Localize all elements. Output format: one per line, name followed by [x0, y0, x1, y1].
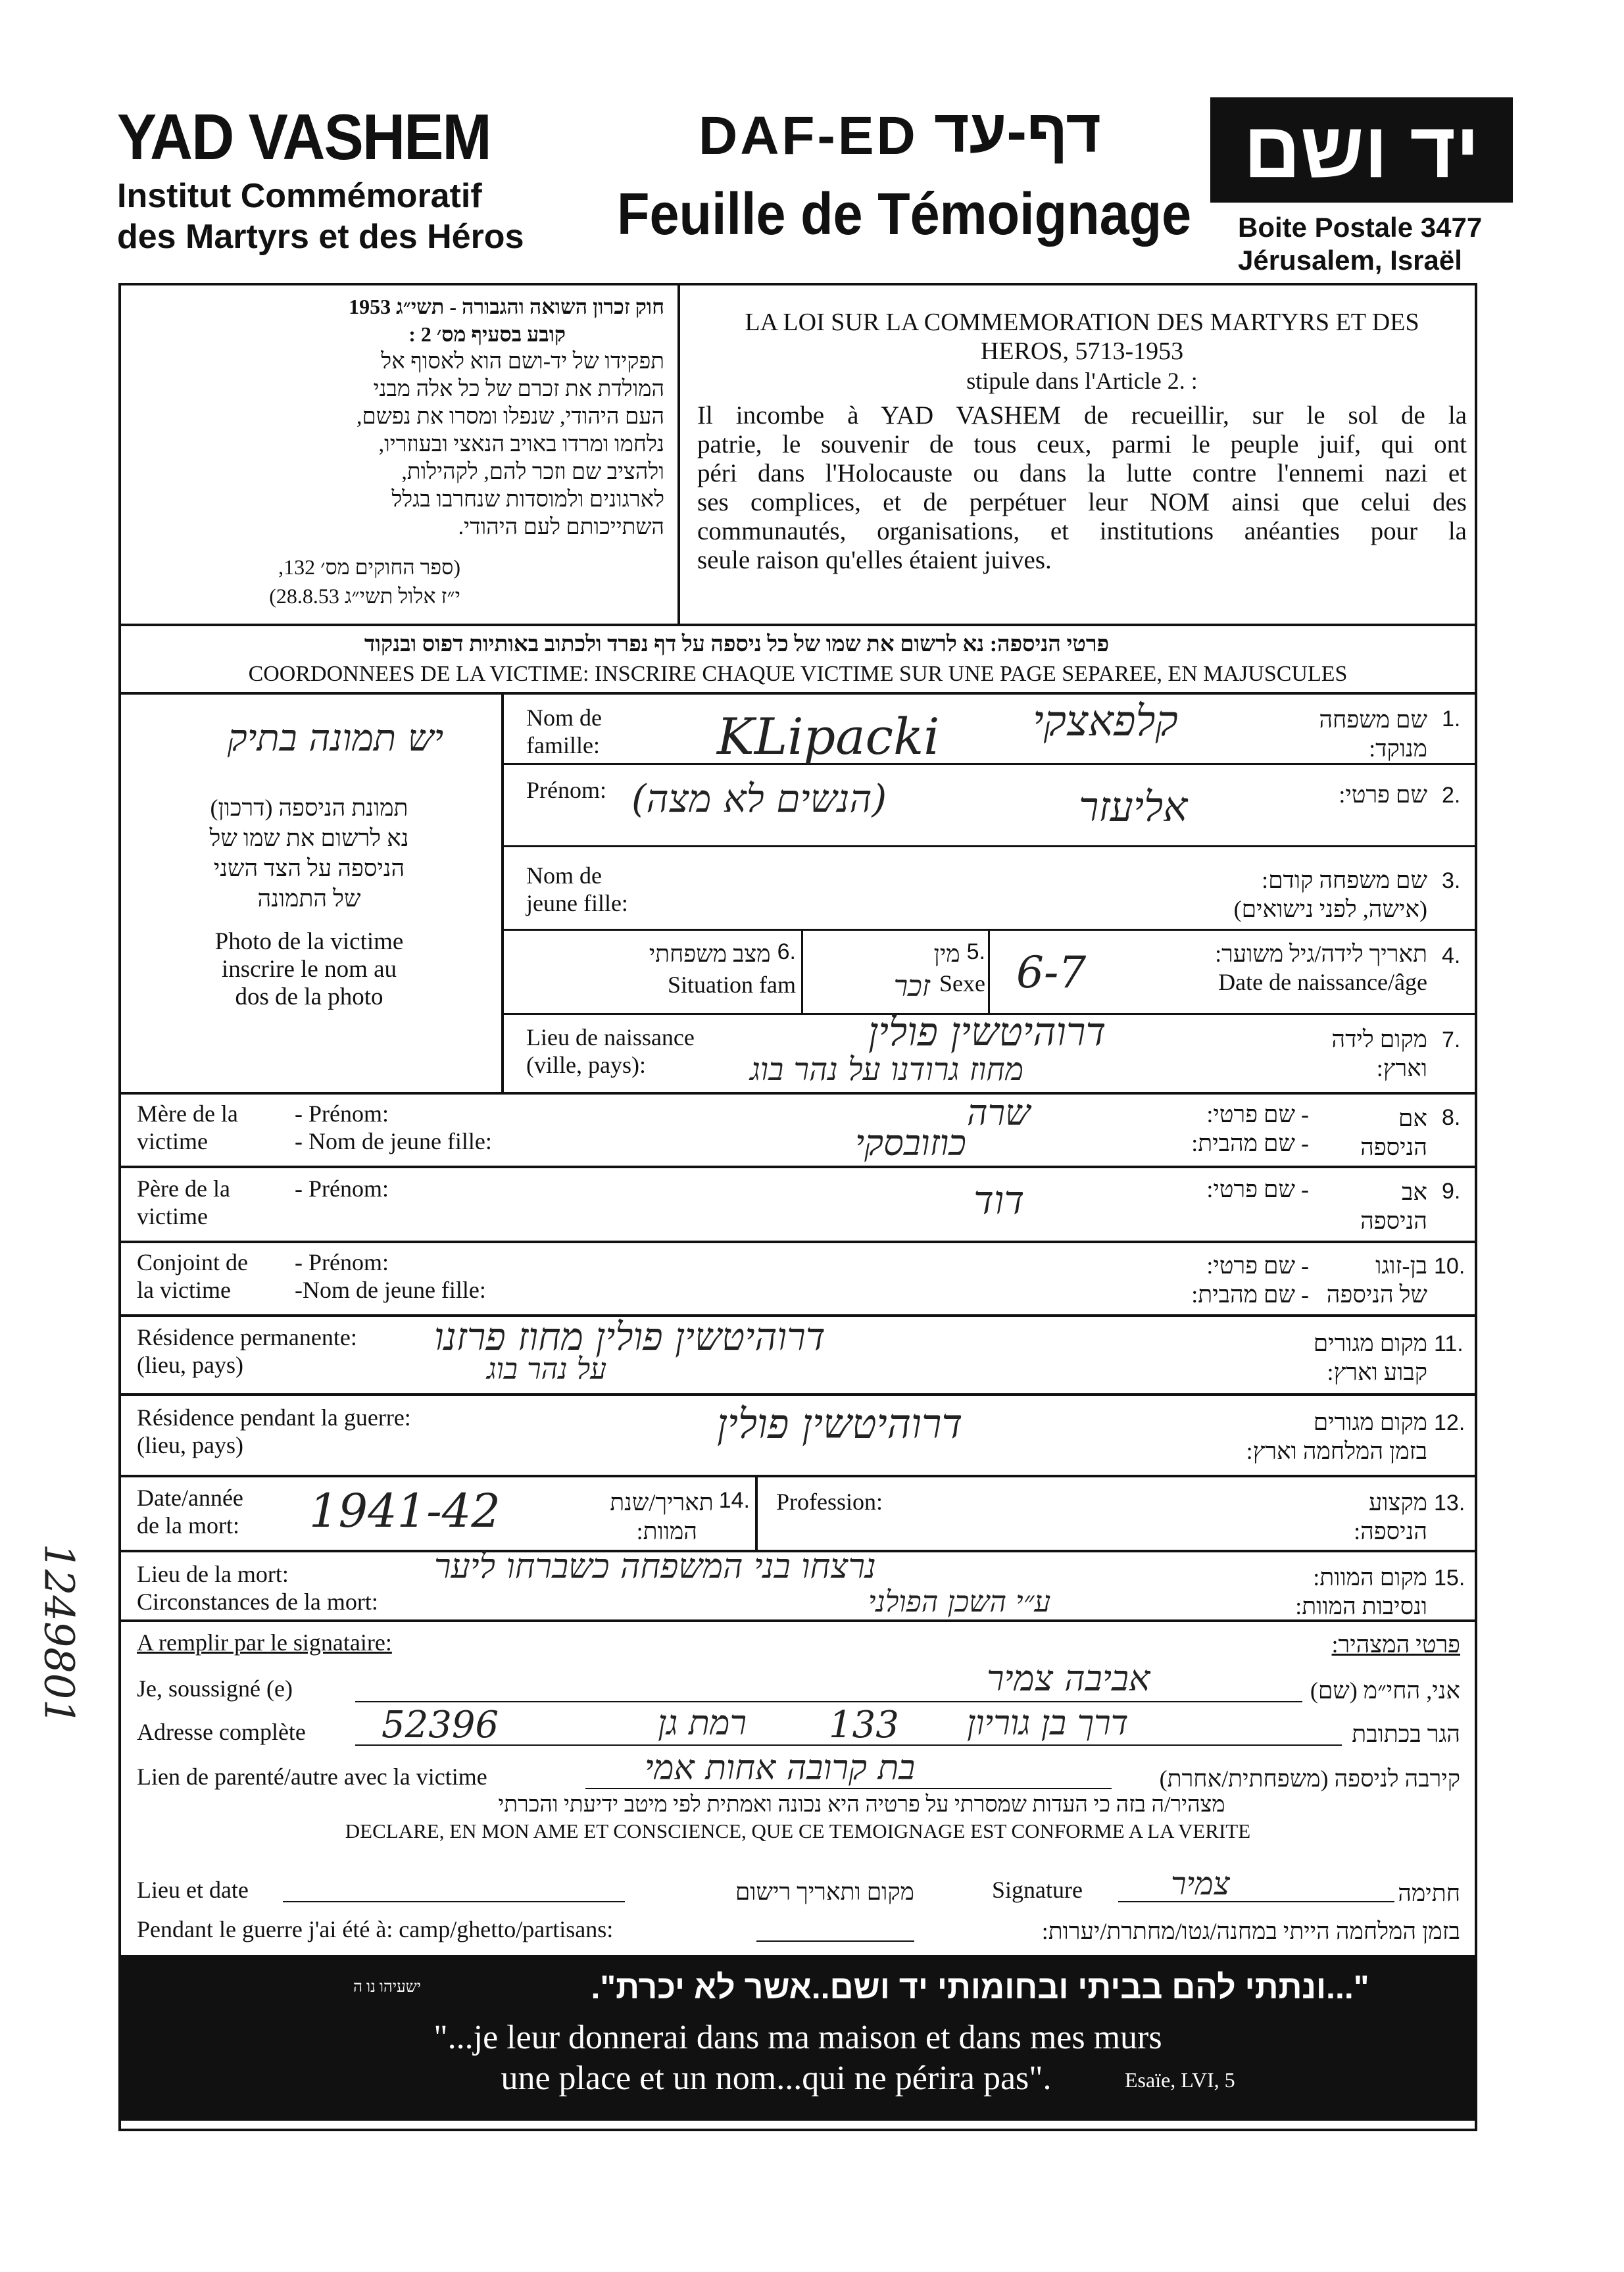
- law-hebrew-block: [132, 293, 664, 541]
- f9-number: 9.: [1442, 1179, 1461, 1204]
- f10-label-he: [1309, 1251, 1427, 1309]
- f1-number: 1.: [1442, 706, 1461, 731]
- photo-he-line: הניספה על הצד השני: [213, 855, 405, 881]
- f5-value: זכר: [893, 970, 931, 1003]
- photo-he-line: של התמונה: [257, 885, 361, 912]
- f5-f4-divider: [988, 929, 990, 1013]
- form-title: Feuille de Témoignage: [617, 182, 1192, 247]
- signatory-title-he: פרטי המצהיר:: [1331, 1631, 1460, 1658]
- lien-label-fr: Lien de parenté/autre avec la victime: [137, 1764, 487, 1790]
- f14-fr-1: Date/année: [137, 1485, 243, 1511]
- f9-sub-he: - שם פרטי:: [1206, 1176, 1309, 1202]
- footer-he-quote: "...ונתתי להם בביתי ובחומותי יד ושם..אשר לא יכרת".: [591, 1969, 1369, 2006]
- lien-value: בת קרובה אחות אמי: [645, 1748, 916, 1788]
- f9-label-fr: [137, 1175, 230, 1230]
- row-line: [118, 1241, 1477, 1243]
- f9-fr-b: victime: [137, 1203, 208, 1229]
- daf-ed-title: DAF-ED: [699, 106, 918, 166]
- f12-he-1: מקום מגורים: [1313, 1409, 1427, 1435]
- f15-he-2: ונסיבות המוות:: [1295, 1593, 1427, 1619]
- f11-fr-2: (lieu, pays): [137, 1352, 243, 1378]
- f3-number: 3.: [1442, 868, 1461, 893]
- sig-underline: [1118, 1901, 1394, 1902]
- f10-label-fr: [137, 1248, 248, 1304]
- f14-label-fr: [137, 1484, 243, 1539]
- f9-value-1: דוד: [973, 1177, 1025, 1223]
- signatory-title-fr: A remplir par le signataire:: [137, 1629, 392, 1656]
- f7-he-2: וארץ:: [1376, 1055, 1427, 1081]
- f9-fr-a: Père de la: [137, 1175, 230, 1202]
- f13-label-he: [1250, 1488, 1427, 1546]
- f11-number: 11.: [1434, 1331, 1464, 1356]
- f12-label-fr: [137, 1404, 411, 1459]
- law-fr-body-line: péri dans l'Holocauste ou dans la lutte contre l'ennemi nazi et: [697, 459, 1467, 487]
- je-label-he: אני, החי״מ (שם): [1310, 1677, 1460, 1704]
- law-fr-body-line: Il incombe à YAD VASHEM de recueillir, sur le sol de la: [697, 401, 1467, 430]
- law-he-line: תפקידו של יד-ושם הוא לאסוף אל: [381, 349, 664, 374]
- law-he-line: השתייכותם לעם היהודי.: [458, 515, 664, 539]
- daf-ed-hebrew: דף-עד: [934, 98, 1101, 165]
- f11-label-fr: [137, 1323, 357, 1379]
- lieu-label-fr: Lieu et date: [137, 1877, 249, 1903]
- f8-number: 8.: [1442, 1105, 1461, 1130]
- photo-fr-line: Photo de la victime: [214, 928, 404, 955]
- f10-fr-a: Conjoint de: [137, 1249, 248, 1275]
- yad-vashem-logo: [1210, 97, 1513, 203]
- f12-value: דרוהיטשין פולין: [717, 1400, 963, 1448]
- f11-value-1: דרוהיטשין פולין מחוז פרזנו: [434, 1314, 825, 1359]
- f7-label-fr: [526, 1024, 695, 1079]
- lieu-underline: [283, 1901, 625, 1902]
- lieu-label-he: מקום ותאריך רישום: [735, 1879, 914, 1905]
- margin-number: 1249801: [35, 1543, 84, 1725]
- law-he-line: העם היהודי, שנפלו ומסרו את נפשם,: [357, 405, 664, 429]
- sig-value: צמיר: [1171, 1865, 1230, 1902]
- org-subtitle-2: des Martyrs et des Héros: [117, 218, 524, 256]
- photo-column-divider: [501, 692, 504, 1092]
- row-line: [503, 845, 1477, 847]
- f10-number: 10.: [1434, 1254, 1465, 1279]
- f8-sub-fr: [295, 1100, 492, 1155]
- f7-label-he: [1250, 1025, 1427, 1083]
- photo-he-line: תמונת הניספה (דרכון): [210, 795, 408, 821]
- f4-value: 6-7: [1016, 947, 1087, 998]
- f8-fr-b: victime: [137, 1128, 208, 1154]
- f10-he-a: בן-זוגו: [1375, 1252, 1427, 1279]
- law-he-ref-1: (ספר החוקים מס׳ 132,: [278, 555, 460, 579]
- f14-he-2: המוות:: [636, 1518, 697, 1544]
- lien-label-he: קירבה לניספה (משפחתית/אחרת): [1159, 1766, 1460, 1792]
- f11-fr-1: Résidence permanente:: [137, 1324, 357, 1350]
- f10-sub-2: -Nom de jeune fille:: [295, 1277, 486, 1303]
- f7-value-2: מחוז גרודנו על נהר בוג: [750, 1051, 1024, 1088]
- f14-number: 14.: [718, 1488, 750, 1513]
- f13-label-fr: Profession:: [776, 1489, 883, 1515]
- law-he-line: ולהציב שם וזכר להם, לקהילות,: [401, 460, 664, 484]
- sig-label-fr: Signature: [992, 1877, 1083, 1903]
- po-box: Boite Postale 3477: [1238, 212, 1483, 243]
- law-he-line: המולדת את זכרם של כל אלה מבני: [373, 377, 664, 401]
- f12-fr-2: (lieu, pays): [137, 1432, 243, 1458]
- photo-fr-line: inscrire le nom au: [221, 956, 397, 983]
- f3-he-2: (אישה, לפני נישואים): [1233, 896, 1427, 922]
- guerre-label-he: בזמן המלחמה הייתי במחנה/גטו/מחתרת/יערות:: [1041, 1918, 1460, 1944]
- photo-he-line: נא לרשום את שמו של: [209, 825, 409, 851]
- f15-number: 15.: [1434, 1566, 1465, 1591]
- f7-value-1: דרוהיטשין פולין: [868, 1009, 1106, 1055]
- f10-sub-1: - Prénom:: [295, 1249, 389, 1275]
- f15-label-he: [1223, 1563, 1427, 1621]
- f11-label-he: [1250, 1329, 1427, 1387]
- f1-value-hebrew: קלפאצקי: [1033, 697, 1178, 746]
- footer-bar: [118, 1955, 1477, 2121]
- f8-label-he: [1316, 1104, 1427, 1162]
- f3-fr-1: Nom de: [526, 862, 602, 889]
- f10-he-sub-2: - שם מהבית:: [1191, 1281, 1309, 1308]
- f2-label-he: שם פרטי:: [1339, 781, 1427, 808]
- footer-fr-line-2: une place et un nom...qui ne périra pas".: [501, 2060, 1052, 2097]
- law-divider: [677, 283, 680, 625]
- footer-he-ref: ישעיהו נו ה: [353, 1979, 421, 1996]
- law-he-line: חוק זכרון השואה והגבורה - תשי״ג 1953: [349, 295, 664, 318]
- f15-fr-1: Lieu de la mort:: [137, 1561, 289, 1587]
- law-he-line: לארגונים ולמוסדות שנחרבו בגלל: [391, 487, 664, 512]
- f1-fr-2: famille:: [526, 732, 600, 758]
- law-fr-title-1: LA LOI SUR LA COMMEMORATION DES MARTYRS ET DES: [745, 309, 1419, 336]
- f6-number: 6.: [777, 939, 796, 964]
- f4-block: [1158, 939, 1427, 996]
- f2-value-hebrew: אליעזר: [1079, 783, 1188, 831]
- addr-label-he: הגר בכתובת: [1352, 1721, 1460, 1747]
- f13-he-1: מקצוע: [1368, 1489, 1427, 1516]
- je-label-fr: Je, soussigné (e): [137, 1675, 293, 1702]
- f14-f13-divider: [755, 1475, 758, 1551]
- f2-number: 2.: [1442, 783, 1461, 808]
- f4-label-fr: Date de naissance/âge: [1218, 969, 1427, 995]
- footer-fr-ref: Esaïe, LVI, 5: [1125, 2068, 1235, 2092]
- f12-number: 12.: [1434, 1410, 1465, 1435]
- f8-he-sub-2: - שם מהבית:: [1191, 1130, 1309, 1156]
- coords-bottom-line: [118, 692, 1477, 695]
- f14-label-he-block: [553, 1488, 750, 1546]
- f5-block: [806, 939, 985, 1003]
- law-he-line: נלחמו ומרדו באויב הנאצי ובעוזריו,: [378, 432, 664, 457]
- law-french-block: [697, 308, 1467, 575]
- f15-value-2: ע״י השכן הפולני: [868, 1585, 1051, 1619]
- f10-sub-fr: [295, 1248, 486, 1304]
- f7-fr-2: (ville, pays):: [526, 1052, 646, 1078]
- f14-value: 1941-42: [309, 1484, 501, 1538]
- f6-label-he: מצב משפחתי: [649, 941, 771, 967]
- f8-sub-he: [1118, 1100, 1309, 1158]
- f9-he-b: הניספה: [1360, 1208, 1427, 1234]
- f6-f5-divider: [801, 929, 803, 1013]
- f8-label-fr: [137, 1100, 238, 1155]
- f9-he-a: אב: [1402, 1179, 1427, 1205]
- f13-number: 13.: [1434, 1491, 1465, 1516]
- f2-value-paren: (הנשים לא מצה): [631, 776, 887, 821]
- row-line: [118, 1092, 1477, 1095]
- f10-he-b: של הניספה: [1326, 1281, 1427, 1308]
- f10-he-sub-1: - שם פרטי:: [1206, 1252, 1309, 1279]
- f11-value-2: על נהר בוג: [487, 1352, 607, 1386]
- row-line: [503, 929, 1477, 931]
- f14-he-1: תאריך/שנת: [610, 1489, 714, 1516]
- f8-value-2: כוזובסקי: [855, 1122, 966, 1164]
- f6-label-fr: Situation fam: [668, 972, 796, 998]
- law-fr-body-line: patrie, le souvenir de tous ceux, parmi le peuple juif, qui ont: [697, 430, 1467, 458]
- f7-number: 7.: [1442, 1027, 1461, 1052]
- f12-label-he: [1164, 1408, 1427, 1466]
- f4-number: 4.: [1442, 943, 1461, 968]
- lien-underline: [585, 1788, 1112, 1789]
- f1-value-latin: KLipacki: [717, 707, 940, 766]
- f6-block: [526, 939, 796, 999]
- f8-sub-2: - Nom de jeune fille:: [295, 1128, 492, 1154]
- photo-handwritten-note: יש תמונה בתיק: [227, 717, 444, 760]
- addr-value-city: רמת גן: [658, 1704, 747, 1743]
- f1-label-fr: [526, 704, 602, 759]
- row-line: [118, 1166, 1477, 1168]
- f14-fr-2: de la mort:: [137, 1512, 239, 1539]
- photo-fr-line: dos de la photo: [235, 983, 383, 1010]
- f1-he-2: מנוקד:: [1369, 735, 1427, 762]
- f8-value-1: שרה: [967, 1092, 1031, 1133]
- logo-text: יד ושם: [1243, 106, 1480, 194]
- f5-label-he: מין: [933, 941, 960, 967]
- coords-french: COORDONNEES DE LA VICTIME: INSCRIRE CHAQUE VICTIME SUR UNE PAGE SEPAREE, EN MAJUSCULES: [248, 662, 1348, 686]
- city: Jérusalem, Israël: [1238, 245, 1462, 276]
- sig-label-he: חתימה: [1398, 1880, 1460, 1906]
- f11-he-2: קבוע וארץ:: [1327, 1359, 1427, 1385]
- f2-label-fr: Prénom:: [526, 777, 606, 803]
- law-fr-body-line: communautés, organisations, et institutions anéanties pour la: [697, 517, 1467, 545]
- f5-number: 5.: [966, 939, 985, 964]
- f4-label-he: תאריך לידה/גיל משוער:: [1215, 941, 1427, 967]
- f13-he-2: הניספה:: [1354, 1518, 1427, 1544]
- je-underline: [355, 1701, 1302, 1702]
- row-line: [118, 1393, 1477, 1396]
- f12-he-2: בזמן המלחמה וארץ:: [1246, 1438, 1427, 1464]
- law-bottom-line: [118, 624, 1477, 626]
- f9-label-he: [1316, 1177, 1427, 1235]
- law-he-line: קובע בסעיף מס׳ 2 :: [408, 322, 566, 346]
- f8-fr-a: Mère de la: [137, 1100, 238, 1127]
- org-subtitle-1: Institut Commémoratif: [117, 177, 482, 215]
- law-fr-title-2: HEROS, 5713-1953: [980, 337, 1184, 365]
- f12-fr-1: Résidence pendant la guerre:: [137, 1404, 411, 1431]
- f1-he-1: שם משפחה: [1319, 706, 1427, 733]
- law-fr-body-line: seule raison qu'elles étaient juives.: [697, 546, 1052, 574]
- addr-label-fr: Adresse complète: [137, 1719, 306, 1745]
- addr-value-zip: 52396: [381, 1704, 499, 1746]
- addr-value-number: 133: [829, 1704, 899, 1746]
- f1-label-he: [1250, 705, 1427, 763]
- f15-value-1: נרצחו בני המשפחה כשברחו ליער: [434, 1547, 876, 1587]
- coords-hebrew: פרטי הניספה: נא לרשום את שמו של כל ניספה על דף נפרד ולכתוב באותיות דפוס ובנקוד: [364, 632, 1110, 656]
- f3-fr-2: jeune fille:: [526, 890, 628, 916]
- f15-he-1: מקום המוות:: [1313, 1564, 1427, 1591]
- f11-he-1: מקום מגורים: [1313, 1330, 1427, 1356]
- law-fr-title-3: stipule dans l'Article 2. :: [966, 368, 1198, 394]
- guerre-underline: [756, 1940, 914, 1942]
- je-value: אביבה צמיר: [987, 1658, 1150, 1699]
- f3-he-1: שם משפחה קודם:: [1262, 867, 1427, 893]
- f1-fr-1: Nom de: [526, 704, 602, 731]
- law-fr-body-line: ses complices, et de perpétuer leur NOM ainsi que celui des: [697, 488, 1467, 516]
- footer-fr-line-1: "...je leur donnerai dans ma maison et dans mes murs: [433, 2019, 1162, 2056]
- org-title: YAD VASHEM: [117, 101, 491, 173]
- addr-value-street: דרך בן גוריון: [967, 1704, 1129, 1743]
- f7-fr-1: Lieu de naissance: [526, 1024, 695, 1050]
- declare-french: DECLARE, EN MON AME ET CONSCIENCE, QUE CE TEMOIGNAGE EST CONFORME A LA VERITE: [345, 1819, 1251, 1842]
- law-he-ref-2: י״ז אלול תשי״ג 28.8.53): [269, 584, 460, 608]
- f8-he-a: אם: [1398, 1105, 1427, 1131]
- row-line: [503, 763, 1477, 765]
- f7-he-1: מקום לידה: [1331, 1026, 1427, 1052]
- f5-label-fr: Sexe: [939, 970, 985, 997]
- f8-he-b: הניספה: [1360, 1134, 1427, 1160]
- f15-fr-2: Circonstances de la mort:: [137, 1589, 378, 1615]
- declare-hebrew: מצהיר/ה בזה כי העדות שמסרתי על פרטיה היא נכונה ואמתית לפי מיטב ידיעתי והכרתי: [498, 1792, 1225, 1817]
- guerre-label-fr: Pendant le guerre j'ai été à: camp/ghetto/partisans:: [137, 1916, 614, 1942]
- row-line: [118, 1475, 1477, 1477]
- f3-label-he: [1118, 866, 1427, 924]
- f15-label-fr: [137, 1560, 378, 1616]
- row-line: [118, 1619, 1477, 1622]
- photo-instructions: [125, 793, 493, 1011]
- f10-sub-he: [1118, 1251, 1309, 1309]
- f8-sub-1: - Prénom:: [295, 1100, 389, 1127]
- f9-sub-fr: - Prénom:: [295, 1175, 389, 1202]
- f10-fr-b: la victime: [137, 1277, 231, 1303]
- f3-label-fr: [526, 862, 628, 917]
- f8-he-sub-1: - שם פרטי:: [1206, 1101, 1309, 1127]
